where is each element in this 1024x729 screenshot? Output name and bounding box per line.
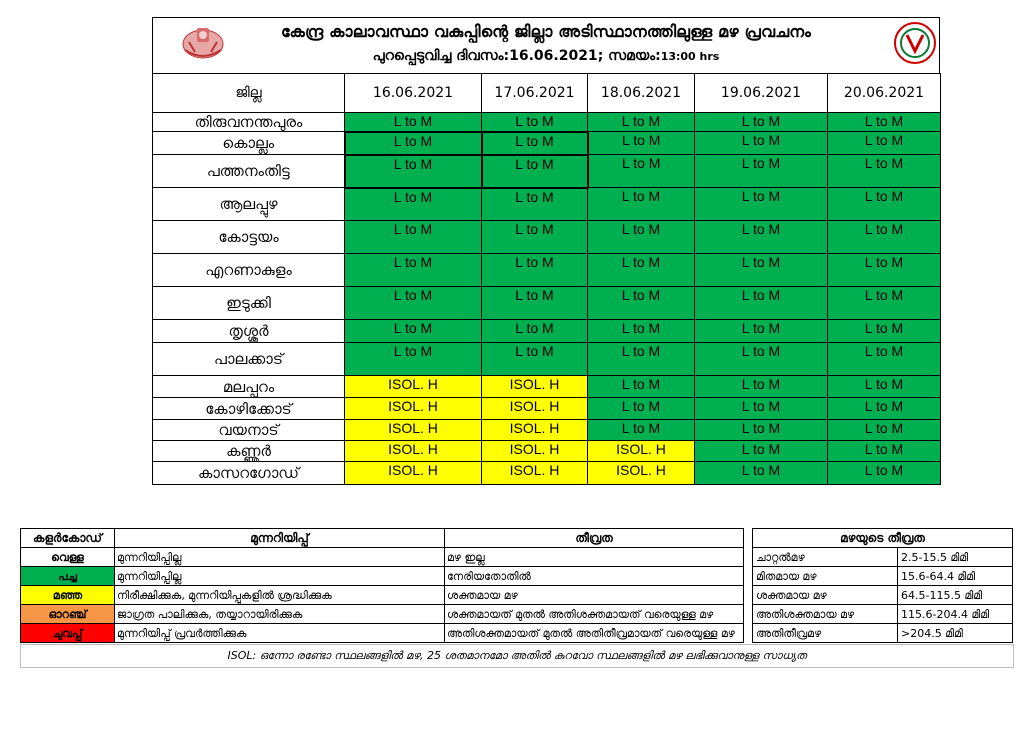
district-header: ജില്ല	[153, 74, 345, 113]
forecast-cell: L to M	[588, 420, 695, 441]
forecast-cell: L to M	[828, 188, 941, 221]
district-name: കാസറഗോഡ്	[153, 462, 345, 485]
forecast-cell: L to M	[695, 376, 828, 398]
legend-color-code: മഞ്ഞ	[21, 586, 115, 605]
legend-row	[21, 624, 744, 643]
forecast-cell: L to M	[695, 287, 828, 320]
forecast-cell: L to M	[695, 221, 828, 254]
rain-intensity-table	[752, 528, 1013, 643]
legend-row	[21, 605, 744, 624]
legend-warning: മുന്നറിയിപ്പില്ല	[115, 548, 445, 567]
district-name: കണ്ണൂർ	[153, 441, 345, 462]
time-value: 13:00 hrs	[660, 50, 720, 63]
forecast-cell: L to M	[482, 287, 588, 320]
forecast-header-row	[153, 74, 941, 113]
forecast-cell: L to M	[588, 132, 695, 155]
legend-intensity: നേരിയതോതിൽ	[445, 567, 744, 586]
intensity-label: ശക്തമായ മഴ	[753, 586, 898, 605]
legend-intensity: മഴ ഇല്ല	[445, 548, 744, 567]
forecast-cell: L to M	[482, 320, 588, 343]
forecast-cell: L to M	[588, 398, 695, 420]
forecast-cell: ISOL. H	[482, 420, 588, 441]
forecast-cell: ISOL. H	[482, 441, 588, 462]
intensity-row	[753, 624, 1013, 643]
forecast-cell: L to M	[828, 462, 941, 485]
forecast-cell: ISOL. H	[482, 398, 588, 420]
forecast-cell: L to M	[345, 254, 482, 287]
intensity-range: >204.5 മിമി	[898, 624, 1013, 643]
published-info	[153, 48, 939, 64]
forecast-cell: L to M	[345, 132, 482, 155]
intensity-row	[753, 567, 1013, 586]
legend-header-warning: മുന്നറിയിപ്പ്	[115, 529, 445, 548]
published-date: 16.06.2021	[509, 48, 598, 64]
forecast-cell: ISOL. H	[345, 376, 482, 398]
imd-logo-icon	[893, 21, 937, 65]
date-header: 16.06.2021	[345, 74, 482, 113]
legend-intensity: ശക്തമായത് മുതൽ അതിശക്തമായത് വരെയുള്ള മഴ	[445, 605, 744, 624]
intensity-row	[753, 605, 1013, 624]
forecast-cell: ISOL. H	[482, 462, 588, 485]
date-header: 19.06.2021	[695, 74, 828, 113]
legend-intensity: ശക്തമായ മഴ	[445, 586, 744, 605]
forecast-cell: L to M	[588, 155, 695, 188]
intensity-label: അതിതീവ്രമഴ	[753, 624, 898, 643]
district-name: കൊല്ലം	[153, 132, 345, 155]
forecast-table	[152, 73, 941, 485]
date-header: 20.06.2021	[828, 74, 941, 113]
forecast-cell: L to M	[828, 398, 941, 420]
forecast-cell: L to M	[695, 441, 828, 462]
legend-intensity: അതിശക്തമായത് മുതൽ അതിതീവ്രമായത് വരെയുള്ള മഴ	[445, 624, 744, 643]
forecast-cell: ISOL. H	[588, 441, 695, 462]
forecast-cell: ISOL. H	[588, 462, 695, 485]
forecast-cell: L to M	[695, 320, 828, 343]
forecast-cell: ISOL. H	[345, 398, 482, 420]
published-label: പുറപ്പെടുവിച്ച ദിവസം:	[372, 48, 510, 64]
forecast-cell: L to M	[588, 320, 695, 343]
date-header: 17.06.2021	[482, 74, 588, 113]
legend-row	[21, 586, 744, 605]
forecast-cell: L to M	[588, 188, 695, 221]
forecast-cell: L to M	[588, 113, 695, 132]
district-name: പാലക്കാട്	[153, 343, 345, 376]
forecast-cell: L to M	[828, 254, 941, 287]
forecast-cell: L to M	[588, 376, 695, 398]
forecast-cell: L to M	[828, 287, 941, 320]
forecast-cell: L to M	[345, 155, 482, 188]
forecast-cell: L to M	[482, 221, 588, 254]
district-name: തൃശ്ശൂർ	[153, 320, 345, 343]
table-row	[153, 420, 941, 441]
intensity-range: 15.6-64.4 മിമി	[898, 567, 1013, 586]
forecast-cell: L to M	[588, 221, 695, 254]
forecast-cell: L to M	[828, 221, 941, 254]
table-row	[153, 155, 941, 188]
table-row	[153, 398, 941, 420]
intensity-range: 64.5-115.5 മിമി	[898, 586, 1013, 605]
intensity-row	[753, 548, 1013, 567]
intensity-range: 115.6-204.4 മിമി	[898, 605, 1013, 624]
forecast-cell: L to M	[345, 320, 482, 343]
district-name: മലപ്പുറം	[153, 376, 345, 398]
forecast-cell: L to M	[588, 287, 695, 320]
intensity-header-row	[753, 529, 1013, 548]
district-name: കോട്ടയം	[153, 221, 345, 254]
legend-color-code: വെള്ള	[21, 548, 115, 567]
forecast-cell: L to M	[695, 254, 828, 287]
forecast-cell: ISOL. H	[345, 441, 482, 462]
district-name: കോഴിക്കോട്	[153, 398, 345, 420]
color-code-legend	[20, 528, 744, 643]
forecast-cell: L to M	[828, 441, 941, 462]
forecast-header	[152, 17, 940, 73]
forecast-cell: ISOL. H	[482, 376, 588, 398]
legend-header-row	[21, 529, 744, 548]
table-row	[153, 221, 941, 254]
forecast-cell: L to M	[828, 113, 941, 132]
forecast-cell: L to M	[695, 188, 828, 221]
legend-warning: മുന്നറിയിപ്പില്ല	[115, 567, 445, 586]
forecast-cell: L to M	[828, 155, 941, 188]
forecast-cell: L to M	[828, 132, 941, 155]
page-title: കേന്ദ്ര കാലാവസ്ഥാ വകുപ്പിന്റെ ജില്ലാ അടിസ്ഥാനത്തിലുള്ള മഴ പ്രവചനം	[280, 22, 812, 41]
legend-row	[21, 567, 744, 586]
forecast-cell: L to M	[828, 343, 941, 376]
legend-color-code: പച്ച	[21, 567, 115, 586]
legend-row	[21, 548, 744, 567]
isol-note: ISOL: ഒന്നോ രണ്ടോ സ്ഥലങ്ങളിൽ മഴ, 25 ശതമാനമോ അതിൽ കുറവോ സ്ഥലങ്ങളിൽ മഴ ലഭിക്കുവാനുള്ള സാധ്യത	[227, 649, 807, 662]
forecast-cell: ISOL. H	[345, 462, 482, 485]
forecast-cell: L to M	[345, 188, 482, 221]
legend-header-intensity: തീവ്രത	[445, 529, 744, 548]
table-row	[153, 343, 941, 376]
table-row	[153, 188, 941, 221]
forecast-cell: L to M	[345, 343, 482, 376]
isol-note-box	[20, 644, 1014, 668]
forecast-cell: L to M	[345, 113, 482, 132]
time-label: ; സമയം:	[597, 48, 661, 64]
forecast-cell: L to M	[828, 420, 941, 441]
forecast-cell: L to M	[482, 254, 588, 287]
table-row	[153, 376, 941, 398]
forecast-cell: L to M	[482, 343, 588, 376]
forecast-cell: L to M	[482, 132, 588, 155]
forecast-cell: L to M	[482, 188, 588, 221]
forecast-cell: L to M	[695, 398, 828, 420]
table-row	[153, 254, 941, 287]
district-name: എറണാകുളം	[153, 254, 345, 287]
legend-header-code: കളർകോഡ്	[21, 529, 115, 548]
table-row	[153, 132, 941, 155]
district-name: ആലപ്പുഴ	[153, 188, 345, 221]
intensity-label: മിതമായ മഴ	[753, 567, 898, 586]
forecast-cell: L to M	[828, 320, 941, 343]
forecast-cell: L to M	[482, 113, 588, 132]
forecast-cell: L to M	[345, 287, 482, 320]
table-row	[153, 462, 941, 485]
forecast-cell: L to M	[695, 420, 828, 441]
legend-warning: മുന്നറിയിപ്പ് പ്രവർത്തിക്കുക	[115, 624, 445, 643]
intensity-header: മഴയുടെ തീവ്രത	[753, 529, 1013, 548]
table-row	[153, 287, 941, 320]
intensity-range: 2.5-15.5 മിമി	[898, 548, 1013, 567]
forecast-cell: L to M	[695, 155, 828, 188]
forecast-cell: L to M	[588, 254, 695, 287]
forecast-cell: L to M	[695, 132, 828, 155]
district-name: ഇടുക്കി	[153, 287, 345, 320]
district-name: വയനാട്	[153, 420, 345, 441]
intensity-label: ചാറ്റൽമഴ	[753, 548, 898, 567]
district-name: പത്തനംതിട്ട	[153, 155, 345, 188]
forecast-cell: L to M	[695, 113, 828, 132]
forecast-cell: L to M	[695, 343, 828, 376]
forecast-cell: L to M	[695, 462, 828, 485]
forecast-cell: L to M	[828, 376, 941, 398]
date-header: 18.06.2021	[588, 74, 695, 113]
legend-warning: ജാഗ്രത പാലിക്കുക, തയ്യാറായിരിക്കുക	[115, 605, 445, 624]
intensity-row	[753, 586, 1013, 605]
legend-color-code: ഓറഞ്ച്	[21, 605, 115, 624]
table-row	[153, 320, 941, 343]
forecast-cell: L to M	[482, 155, 588, 188]
district-name: തിരുവനന്തപുരം	[153, 113, 345, 132]
legend-warning: നിരീക്ഷിക്കുക, മുന്നറിയിപ്പുകളിൽ ശ്രദ്ധിക്കുക	[115, 586, 445, 605]
table-row	[153, 113, 941, 132]
intensity-label: അതിശക്തമായ മഴ	[753, 605, 898, 624]
forecast-cell: ISOL. H	[345, 420, 482, 441]
table-row	[153, 441, 941, 462]
legend-color-code: ചുവപ്പ്	[21, 624, 115, 643]
forecast-cell: L to M	[588, 343, 695, 376]
forecast-cell: L to M	[345, 221, 482, 254]
